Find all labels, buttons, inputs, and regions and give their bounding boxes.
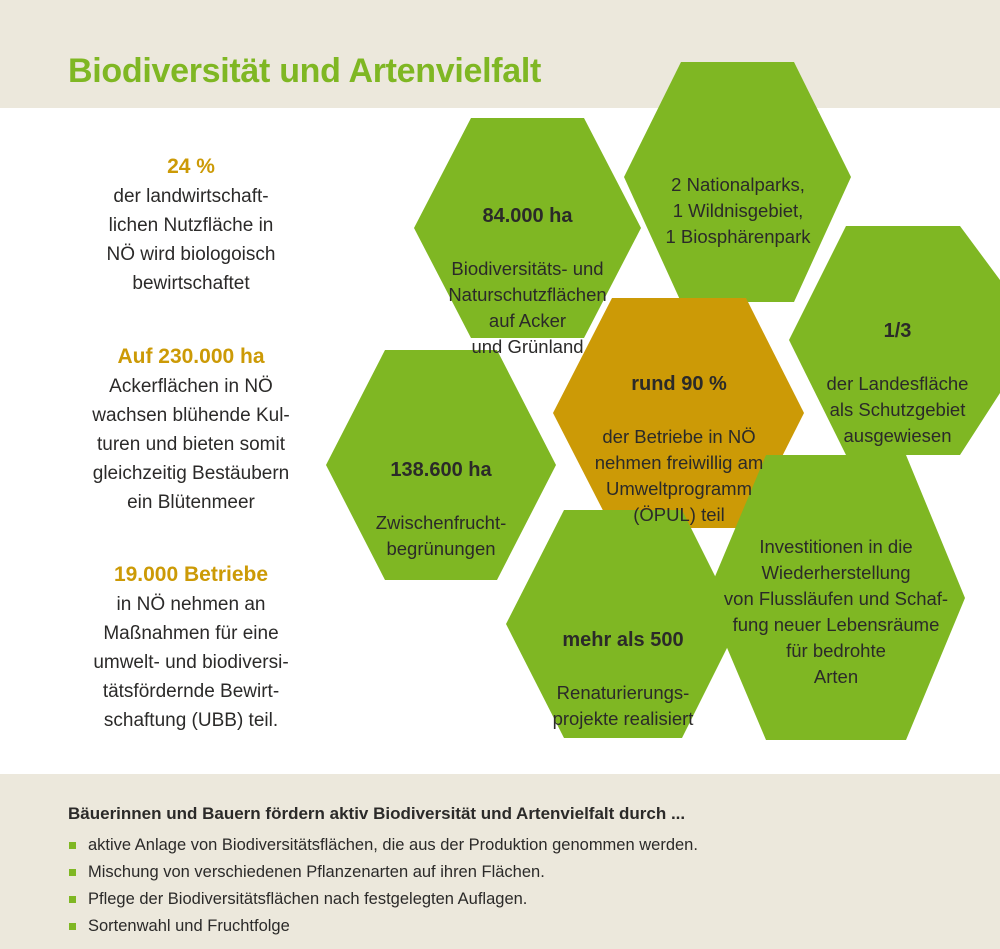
page-title: Biodiversität und Artenvielfalt (68, 52, 542, 90)
list-item-text: Pflege der Biodiversitätsflächen nach festgelegten Auflagen. (88, 890, 528, 908)
hex-description: Biodiversitäts- und Naturschutzflächen auf Acker und Grünland (448, 258, 607, 357)
hex-text-renaturation (516, 600, 730, 758)
list-item (68, 913, 698, 940)
hex-description: der Betriebe in NÖ nehmen freiwillig am Umweltprogramm (ÖPUL) teil (594, 426, 764, 525)
stat-description: in NÖ nehmen an Maßnahmen für eine umwelt- und biodiversi- tätsfördernde Bewirt- schaftung (UBB) teil. (93, 594, 289, 731)
hex-text-protected-land (800, 291, 995, 475)
hex-description: 2 Nationalparks, 1 Wildnisgebiet, 1 Biosphärenpark (665, 174, 811, 247)
bullet-list (68, 832, 698, 940)
stat-value: 24 % (167, 155, 215, 178)
stat-description: Ackerflächen in NÖ wachsen blühende Kul- turen und bieten somit gleichzeitig Bestäubern ein Blütenmeer (92, 376, 290, 513)
bullet-square-icon (69, 869, 76, 876)
bullet-square-icon (69, 842, 76, 849)
list-item-text: aktive Anlage von Biodiversitätsflächen, die aus der Produktion genommen werden. (88, 836, 698, 854)
list-item (68, 832, 698, 859)
list-item (68, 886, 698, 913)
footer-heading: Bäuerinnen und Bauern fördern aktiv Biodiversität und Artenvielfalt durch ... (68, 804, 686, 823)
hex-description: Zwischenfrucht- begrünungen (375, 512, 507, 559)
hex-text-national-parks (632, 146, 844, 276)
stat-value: 19.000 Betriebe (113, 563, 269, 586)
bullet-square-icon (69, 923, 76, 930)
hex-value: 1/3 (883, 320, 912, 342)
hex-description: der Landesfläche als Schutzgebiet ausgewiesen (826, 373, 969, 446)
hex-text-catch-crops (336, 430, 546, 588)
hex-value: rund 90 % (631, 373, 727, 395)
hex-text-river-restoration (712, 508, 960, 716)
bullet-square-icon (69, 896, 76, 903)
hex-description: Investitionen in die Wiederherstellung von Flussläufen und Schaf- fung neuer Lebensräume für bedrohte Arten (723, 536, 949, 687)
stat-value: Auf 230.000 ha (117, 345, 265, 368)
hex-value: 84.000 ha (482, 205, 573, 227)
stat-description: der landwirtschaft- lichen Nutzfläche in NÖ wird biologoisch bewirtschaftet (106, 186, 276, 294)
list-item-text: Sortenwahl und Fruchtfolge (88, 917, 290, 935)
hex-value: 138.600 ha (390, 459, 492, 481)
list-item-text: Mischung von verschiedenen Pflanzenarten auf ihren Flächen. (88, 863, 545, 881)
hex-description: Renaturierungs- projekte realisiert (552, 682, 694, 729)
list-item (68, 859, 698, 886)
hex-value: mehr als 500 (562, 629, 684, 651)
